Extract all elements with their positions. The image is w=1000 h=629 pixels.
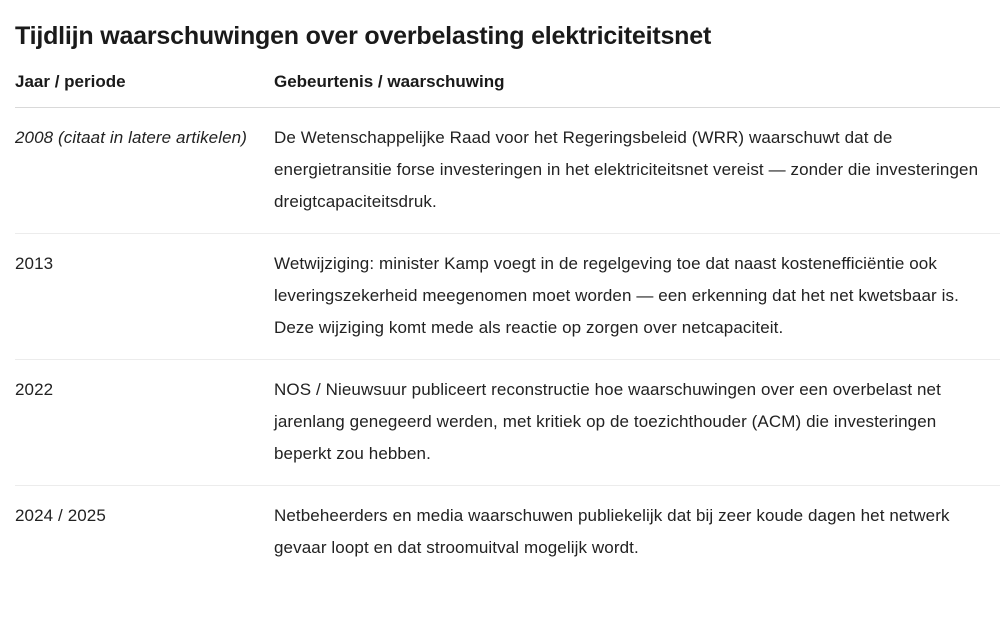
table-row	[15, 108, 1000, 234]
table-header	[15, 63, 1000, 108]
column-header-event: Gebeurtenis / waarschuwing	[274, 63, 1000, 108]
table-row	[15, 360, 1000, 486]
header-row	[15, 63, 1000, 108]
column-header-period: Jaar / periode	[15, 63, 274, 108]
event-cell: De Wetenschappelijke Raad voor het Regeringsbeleid (WRR) waarschuwt dat de energietransitie forse investeringen in het elektriciteitsnet vereist — zonder die investeringen dreigtcapaciteitsdruk.	[274, 108, 1000, 234]
event-cell: Wetwijziging: minister Kamp voegt in de regelgeving toe dat naast kostenefficiëntie ook leveringszekerheid meegenomen moet worden — een erkenning dat het net kwetsbaar is. Deze wijziging komt mede als reactie op zorgen over netcapaciteit.	[274, 234, 1000, 360]
event-cell: NOS / Nieuwsuur publiceert reconstructie hoe waarschuwingen over een overbelast net jarenlang genegeerd werden, met kritiek op de toezichthouder (ACM) die investeringen beperkt zou hebben.	[274, 360, 1000, 486]
period-cell: 2022	[15, 360, 274, 486]
table-row	[15, 486, 1000, 580]
period-cell: 2013	[15, 234, 274, 360]
event-cell: Netbeheerders en media waarschuwen publiekelijk dat bij zeer koude dagen het netwerk gevaar loopt en dat stroomuitval mogelijk wordt.	[274, 506, 950, 557]
period-cell: 2008 (citaat in latere artikelen)	[15, 108, 274, 234]
page-title: Tijdlijn waarschuwingen over overbelasting elektriciteitsnet	[15, 22, 712, 50]
period-cell: 2024 / 2025	[15, 506, 106, 525]
timeline-table	[15, 63, 1000, 579]
table-body	[15, 108, 1000, 580]
table-row	[15, 234, 1000, 360]
